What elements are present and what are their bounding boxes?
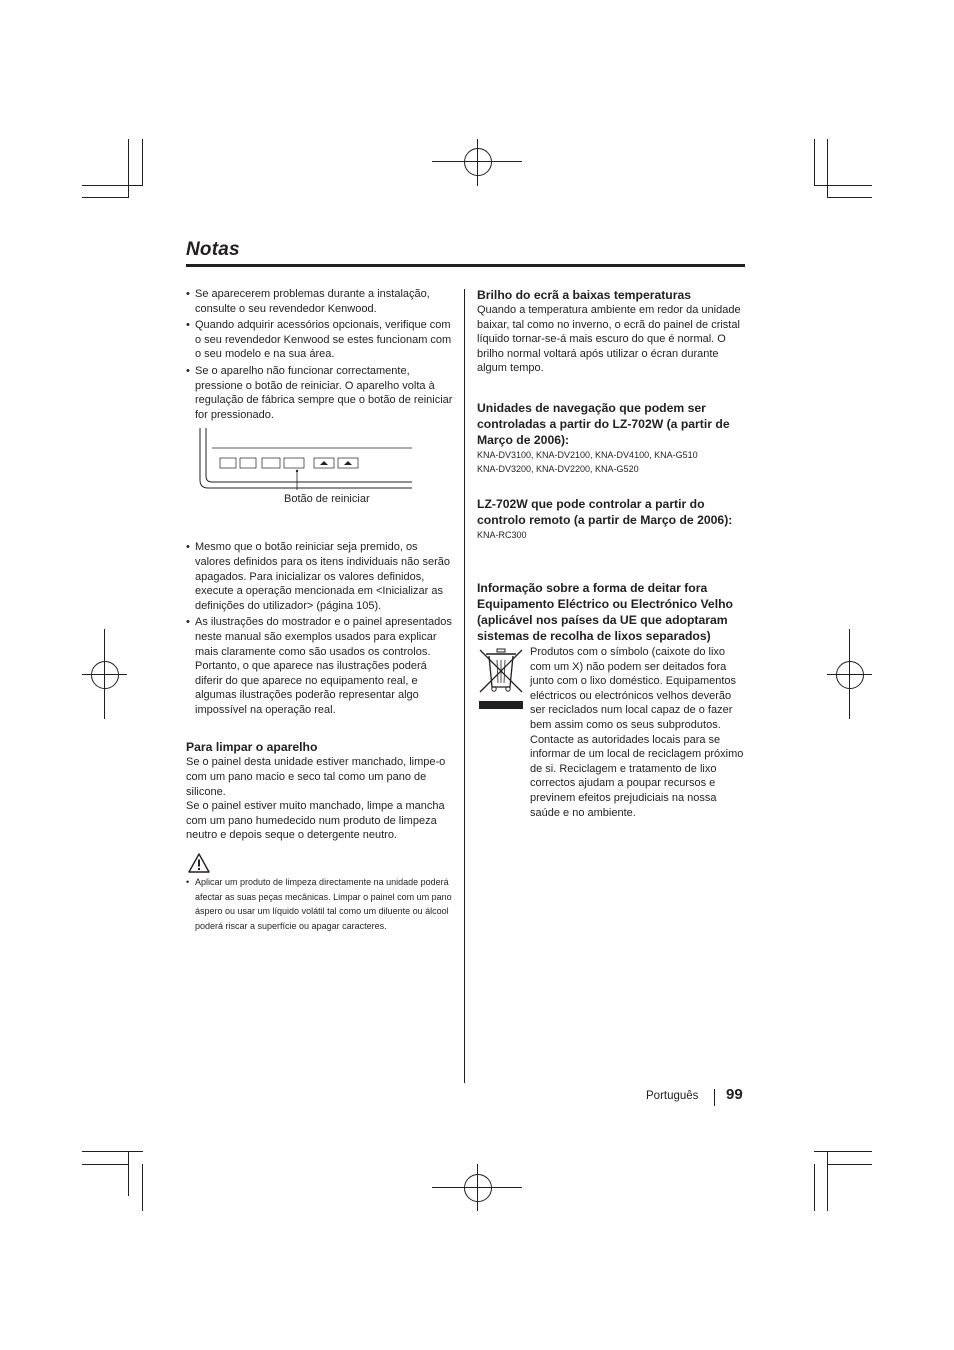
list-item: • As ilustrações do mostrador e o painel apresentados neste manual são exemplos usados para explicar mais claramente como são usados os controlos. Portanto, o que aparece nas ilustrações poderá diferir do que aparece no equipamento real, e algumas ilustrações poderão representar algo impossível na operação real. [186, 615, 454, 717]
list-item: • Se aparecerem problemas durante a instalação, consulte o seu revendedor Kenwood. [186, 287, 454, 316]
column-divider [464, 289, 465, 1083]
disposal-heading: Informação sobre a forma de deitar fora Equipamento Eléctrico ou Electrónico Velho (aplicável nos países da UE que adoptaram sistemas de recolha de lixos separados) [477, 580, 733, 643]
notes-list-mid [186, 540, 454, 717]
brightness-paragraph: Quando a temperatura ambiente em redor da unidade baixar, tal como no inverno, o ecrã do painel de cristal líquido tornar-se-á mais escuro do que é normal. O brilho normal voltará após utilizar o écran durante algum tempo. [477, 304, 741, 375]
page-number: 99 [726, 1086, 743, 1103]
brightness-heading: Brilho do ecrã a baixas temperaturas [477, 288, 692, 302]
left-column [186, 287, 454, 935]
list-item: • Mesmo que o botão reiniciar seja premido, os valores definidos para os itens individuais não serão apagados. Para inicializar os valores definidos, execute a operação mencionada em <Inicializar as definições do utilizador> (página 105). [186, 540, 454, 613]
cleaning-paragraph: Se o painel estiver muito manchado, limpe a mancha com um pano humedecido num produto de limpeza neutro e depois seque o detergente neutro. [186, 800, 445, 842]
page-number-separator [714, 1089, 715, 1106]
title-rule [186, 264, 745, 267]
disposal-section [477, 645, 747, 820]
crossed-bin-icon [477, 647, 525, 713]
list-item: • Se o aparelho não funcionar correctamente, pressione o botão de reiniciar. O aparelho volta à regulação de fábrica sempre que o botão de reiniciar for pressionado. [186, 364, 454, 422]
disposal-paragraph: Produtos com o símbolo (caixote do lixo com um X) não podem ser deitados fora junto com o lixo doméstico. Equipamentos eléctricos ou electrónicos velhos deverão ser reciclados num local capaz de o fazer bem assim como os seus subprodutos. Contacte as autoridades locais para se informar de um local de reciclagem próximo de si. Reciclagem e tratamento de lixo correctos ajudam a poupar recursos e previnem efeitos prejudiciais na nossa saúde e no ambiente. [530, 645, 744, 819]
caution-list [186, 875, 454, 933]
language-label: Português [646, 1090, 699, 1102]
nav-models-line: KNA-DV3200, KNA-DV2200, KNA-G520 [477, 463, 639, 474]
page-title: Notas [186, 239, 240, 260]
list-item: • Aplicar um produto de limpeza directamente na unidade poderá afectar as suas peças mecânicas. Limpar o painel com um pano áspero ou usar um líquido volátil tal como um diluente ou álcool poderá riscar a superfície ou apagar caracteres. [186, 875, 454, 933]
cleaning-heading: Para limpar o aparelho [186, 740, 318, 755]
nav-models-line: KNA-DV3100, KNA-DV2100, KNA-DV4100, KNA-G510 [477, 449, 698, 460]
right-column [477, 287, 747, 820]
remote-model: KNA-RC300 [477, 529, 527, 540]
figure-caption: Botão de reiniciar [284, 493, 370, 506]
list-item: • Quando adquirir acessórios opcionais, verifique com o seu revendedor Kenwood se estes funcionam com o seu modelo e na sua área. [186, 318, 454, 362]
nav-units-heading: Unidades de navegação que podem ser controladas a partir do LZ-702W (a partir de Março de 2006): [477, 400, 730, 447]
notes-list-top [186, 287, 454, 422]
cleaning-paragraph: Se o painel desta unidade estiver manchado, limpe-o com um pano macio e seco tal como um pano de silicone. [186, 756, 446, 798]
device-panel-illustration [198, 428, 414, 498]
reset-button-figure [198, 428, 414, 520]
remote-heading: LZ-702W que pode controlar a partir do controlo remoto (a partir de Março de 2006): [477, 496, 733, 527]
caution-icon [188, 853, 210, 873]
